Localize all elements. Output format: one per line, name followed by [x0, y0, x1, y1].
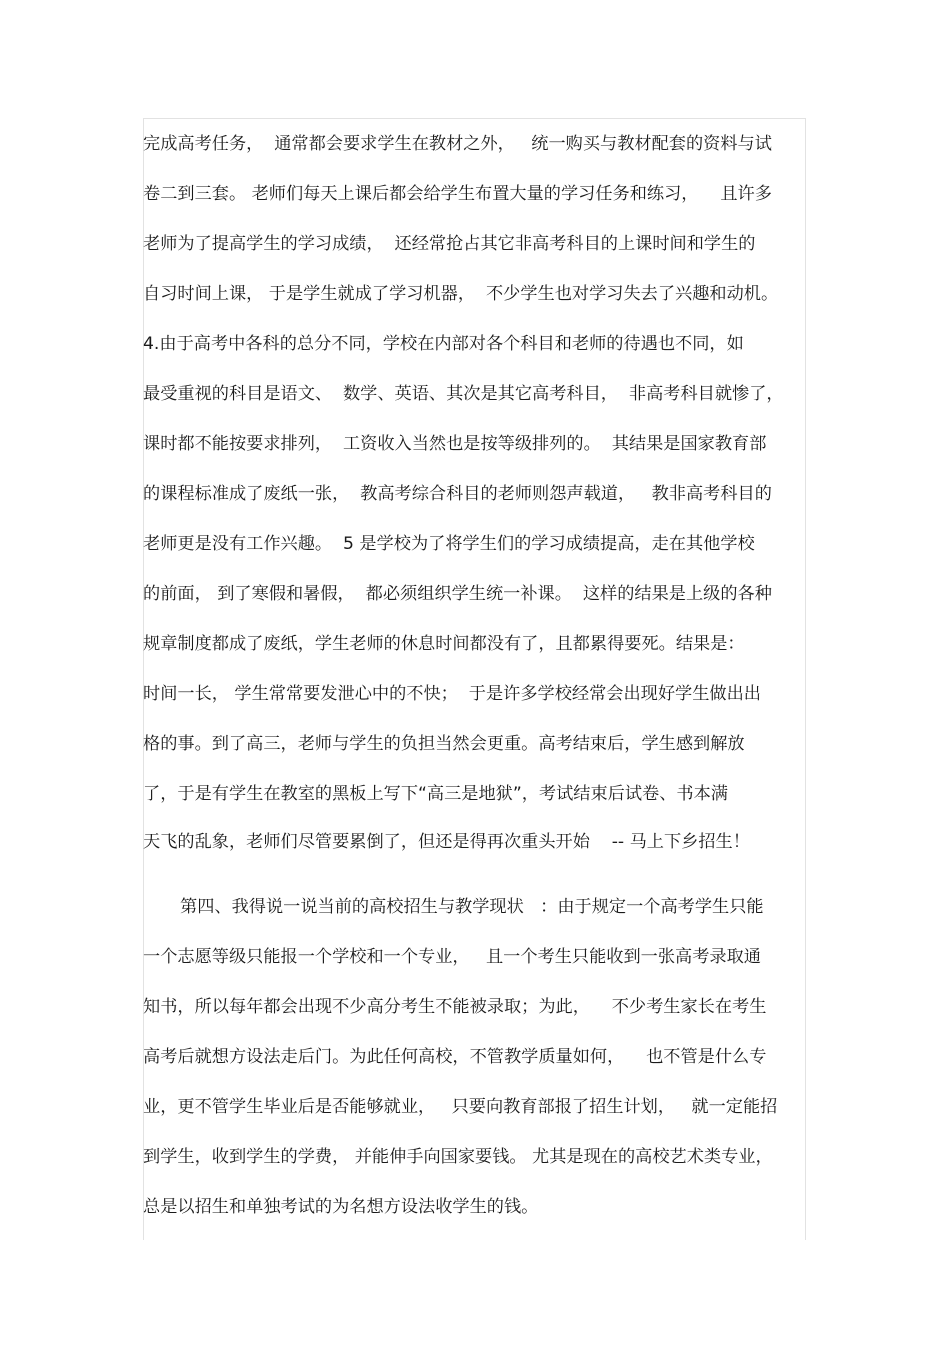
text-line: 的前面， 到了寒假和暑假， 都必须组织学生统一补课。 这样的结果是上级的各种	[143, 584, 772, 604]
text-line: 完成高考任务， 通常都会要求学生在教材之外， 统一购买与教材配套的资料与试	[143, 134, 772, 154]
text-line: 4.由于高考中各科的总分不同，学校在内部对各个科目和老师的待遇也不同，如	[143, 334, 744, 354]
text-line: 自习时间上课， 于是学生就成了学习机器， 不少学生也对学习失去了兴趣和动机。	[143, 284, 779, 304]
text-line: 天飞的乱象，老师们尽管要累倒了，但还是得再次重头开始 -- 马上下乡招生！	[143, 832, 750, 852]
text-line: 的课程标准成了废纸一张， 教高考综合科目的老师则怨声载道， 教非高考科目的	[143, 484, 772, 504]
text-line: 总是以招生和单独考试的为名想方设法收学生的钱。	[143, 1197, 539, 1217]
text-line: 一个志愿等级只能报一个学校和一个专业， 且一个考生只能收到一张高考录取通	[143, 947, 761, 967]
paragraph-first-line: 第四、我得说一说当前的高校招生与教学现状 ：由于规定一个高考学生只能	[180, 897, 764, 917]
text-line: 到学生，收到学生的学费， 并能伸手向国家要钱。 尤其是现在的高校艺术类专业，	[143, 1147, 773, 1167]
text-line: 规章制度都成了废纸，学生老师的休息时间都没有了，且都累得要死。结果是：	[143, 634, 745, 654]
text-line: 格的事。到了高三，老师与学生的负担当然会更重。高考结束后，学生感到解放	[143, 734, 745, 754]
text-line: 知书，所以每年都会出现不少高分考生不能被录取；为此， 不少考生家长在考生	[143, 997, 767, 1017]
text-line: 高考后就想方设法走后门。为此任何高校，不管教学质量如何， 也不管是什么专	[143, 1047, 767, 1067]
text-line: 老师为了提高学生的学习成绩， 还经常抢占其它非高考科目的上课时间和学生的	[143, 234, 756, 254]
text-line: 卷二到三套。 老师们每天上课后都会给学生布置大量的学习任务和练习， 且许多	[143, 184, 772, 204]
text-line: 时间一长， 学生常常要发泄心中的不快； 于是许多学校经常会出现好学生做出出	[143, 684, 761, 704]
text-line: 最受重视的科目是语文、 数学、英语、其次是其它高考科目， 非高考科目就惨了，	[143, 384, 784, 404]
text-line: 业，更不管学生毕业后是否能够就业， 只要向教育部报了招生计划， 就一定能招	[143, 1097, 778, 1117]
text-line: 老师更是没有工作兴趣。 5 是学校为了将学生们的学习成绩提高，走在其他学校	[143, 534, 755, 554]
text-line: 了，于是有学生在教室的黑板上写下“高三是地狱”，考试结束后试卷、书本满	[143, 784, 728, 804]
text-line: 课时都不能按要求排列， 工资收入当然也是按等级排列的。 其结果是国家教育部	[143, 434, 767, 454]
